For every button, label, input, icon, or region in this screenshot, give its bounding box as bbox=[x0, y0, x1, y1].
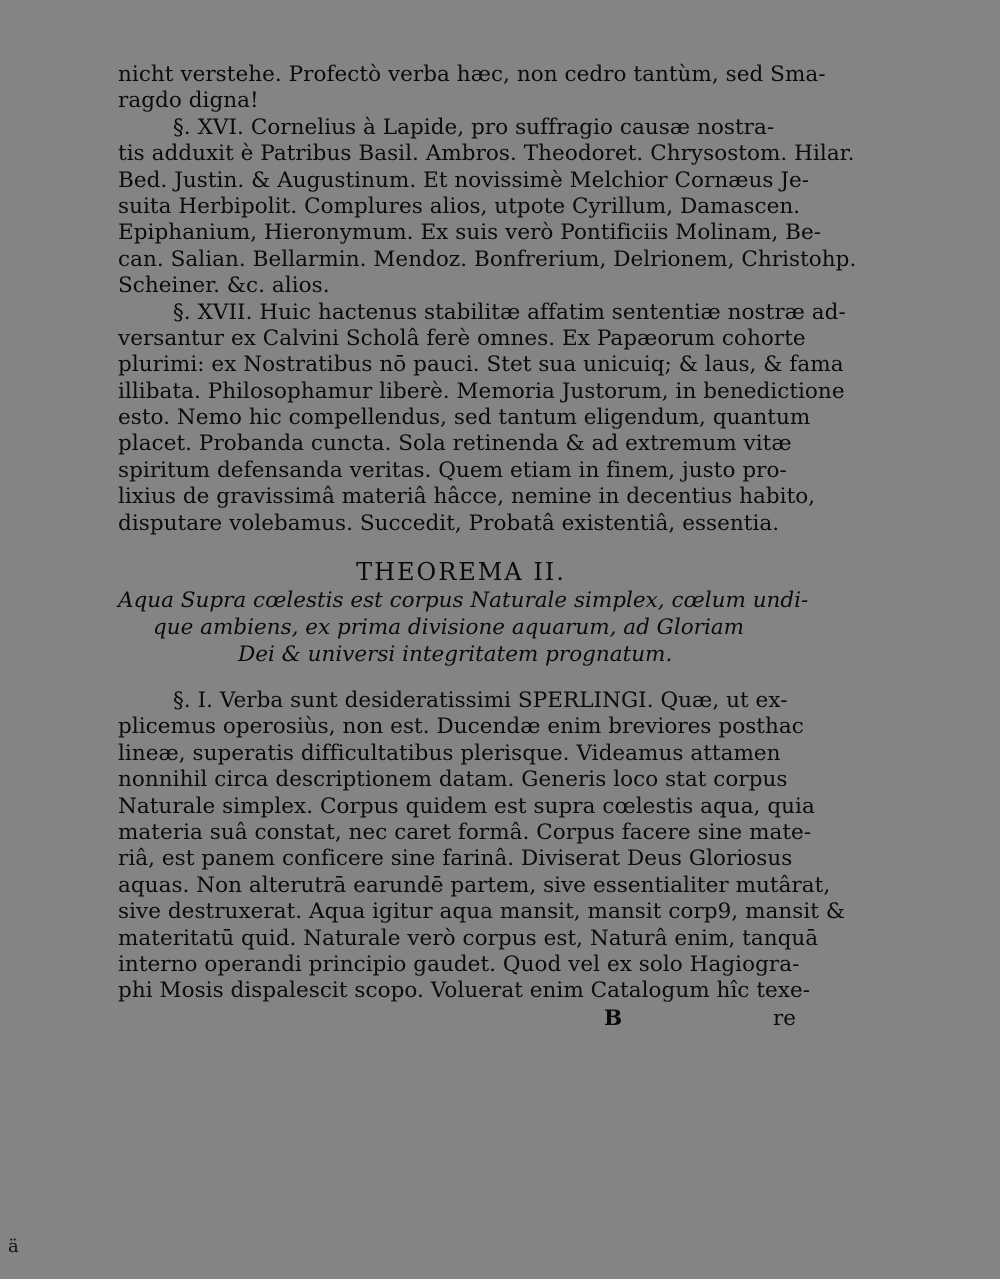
signature-mark: B bbox=[604, 1005, 623, 1031]
text-line: materitatū quid. Naturale verò corpus est, Naturâ enim, tanquā bbox=[118, 925, 819, 951]
text-line: ragdo digna! bbox=[118, 88, 259, 114]
text-line: lineæ, superatis difficultatibus plerisque. Videamus attamen bbox=[118, 740, 781, 766]
catchword: re bbox=[772, 1005, 796, 1031]
theorem-statement-line: Dei & universi integritatem prognatum. bbox=[238, 642, 673, 668]
text-line: nicht verstehe. Profectò verba hæc, non cedro tantùm, sed Sma- bbox=[118, 62, 826, 87]
margin-mark: ä bbox=[8, 1236, 19, 1257]
section-heading-line: §. XVI. Cornelius à Lapide, pro suffragio causæ nostra- bbox=[173, 114, 775, 140]
text-line: phi Mosis dispalescit scopo. Voluerat enim Catalogum hîc texe- bbox=[118, 978, 811, 1004]
text-line: interno operandi principio gaudet. Quod vel ex solo Hagiogra- bbox=[118, 951, 800, 977]
section-heading-line: §. XVII. Huic hactenus stabilitæ affatim sententiæ nostræ ad- bbox=[173, 299, 846, 325]
text-line: aquas. Non alterutrā earundē partem, sive essentialiter mutârat, bbox=[118, 872, 831, 898]
text-line: Naturale simplex. Corpus quidem est supra cœlestis aqua, quia bbox=[118, 793, 815, 819]
section-16 bbox=[118, 114, 857, 300]
page-footer bbox=[118, 1005, 804, 1033]
text-line: placet. Probanda cuncta. Sola retinenda & ad extremum vitæ bbox=[118, 431, 792, 457]
theorem-statement-line: que ambiens, ex prima divisione aquarum, ad Gloriam bbox=[153, 615, 745, 641]
text-line: plicemus operosiùs, non est. Ducendæ enim breviores posthac bbox=[118, 714, 804, 740]
text-line: Bed. Justin. & Augustinum. Et novissimè Melchior Cornæus Je- bbox=[118, 167, 810, 193]
text-line: Scheiner. &c. alios. bbox=[118, 273, 330, 299]
theorem-block bbox=[118, 557, 809, 668]
section-1 bbox=[118, 688, 846, 1005]
text-line: Epiphanium, Hieronymum. Ex suis verò Pontificiis Molinam, Be- bbox=[118, 220, 822, 246]
text-line: versantur ex Calvini Scholâ ferè omnes. Ex Papæorum cohorte bbox=[118, 325, 806, 351]
book-page bbox=[118, 62, 857, 1033]
text-line: spiritum defensanda veritas. Quem etiam in finem, justo pro- bbox=[118, 457, 787, 483]
text-line: can. Salian. Bellarmin. Mendoz. Bonfrerium, Delrionem, Christohp. bbox=[118, 246, 857, 272]
text-line: illibata. Philosophamur liberè. Memoria Justorum, in benedictione bbox=[118, 378, 845, 404]
text-line: tis adduxit è Patribus Basil. Ambros. Theodoret. Chrysostom. Hilar. bbox=[118, 141, 855, 167]
text-line: sive destruxerat. Aqua igitur aqua mansit, mansit corp9, mansit & bbox=[118, 899, 846, 925]
theorem-statement-line: Aqua Supra cœlestis est corpus Naturale simplex, cœlum undi- bbox=[118, 588, 809, 614]
text-line: esto. Nemo hic compellendus, sed tantum eligendum, quantum bbox=[118, 405, 811, 431]
section-gap bbox=[118, 668, 804, 688]
paragraph-end bbox=[118, 62, 826, 115]
text-line: nonnihil circa descriptionem datam. Generis loco stat corpus bbox=[118, 767, 788, 793]
section-17 bbox=[118, 299, 846, 538]
text-line: plurimi: ex Nostratibus nō pauci. Stet sua unicuiq; & laus, & fama bbox=[118, 352, 844, 378]
section-heading-line: §. I. Verba sunt desideratissimi SPERLINGI. Quæ, ut ex- bbox=[173, 688, 788, 714]
text-line: lixius de gravissimâ materiâ hâcce, nemine in decentius habito, bbox=[118, 484, 816, 510]
text-line: riâ, est panem conficere sine farinâ. Diviserat Deus Gloriosus bbox=[118, 846, 793, 872]
text-line: suita Herbipolit. Complures alios, utpote Cyrillum, Damascen. bbox=[118, 193, 801, 219]
theorem-title: THEOREMA II. bbox=[356, 558, 566, 587]
section-gap bbox=[118, 537, 804, 557]
text-line: materia suâ constat, nec caret formâ. Corpus facere sine mate- bbox=[118, 819, 812, 845]
text-line: disputare volebamus. Succedit, Probatâ existentiâ, essentia. bbox=[118, 510, 780, 536]
